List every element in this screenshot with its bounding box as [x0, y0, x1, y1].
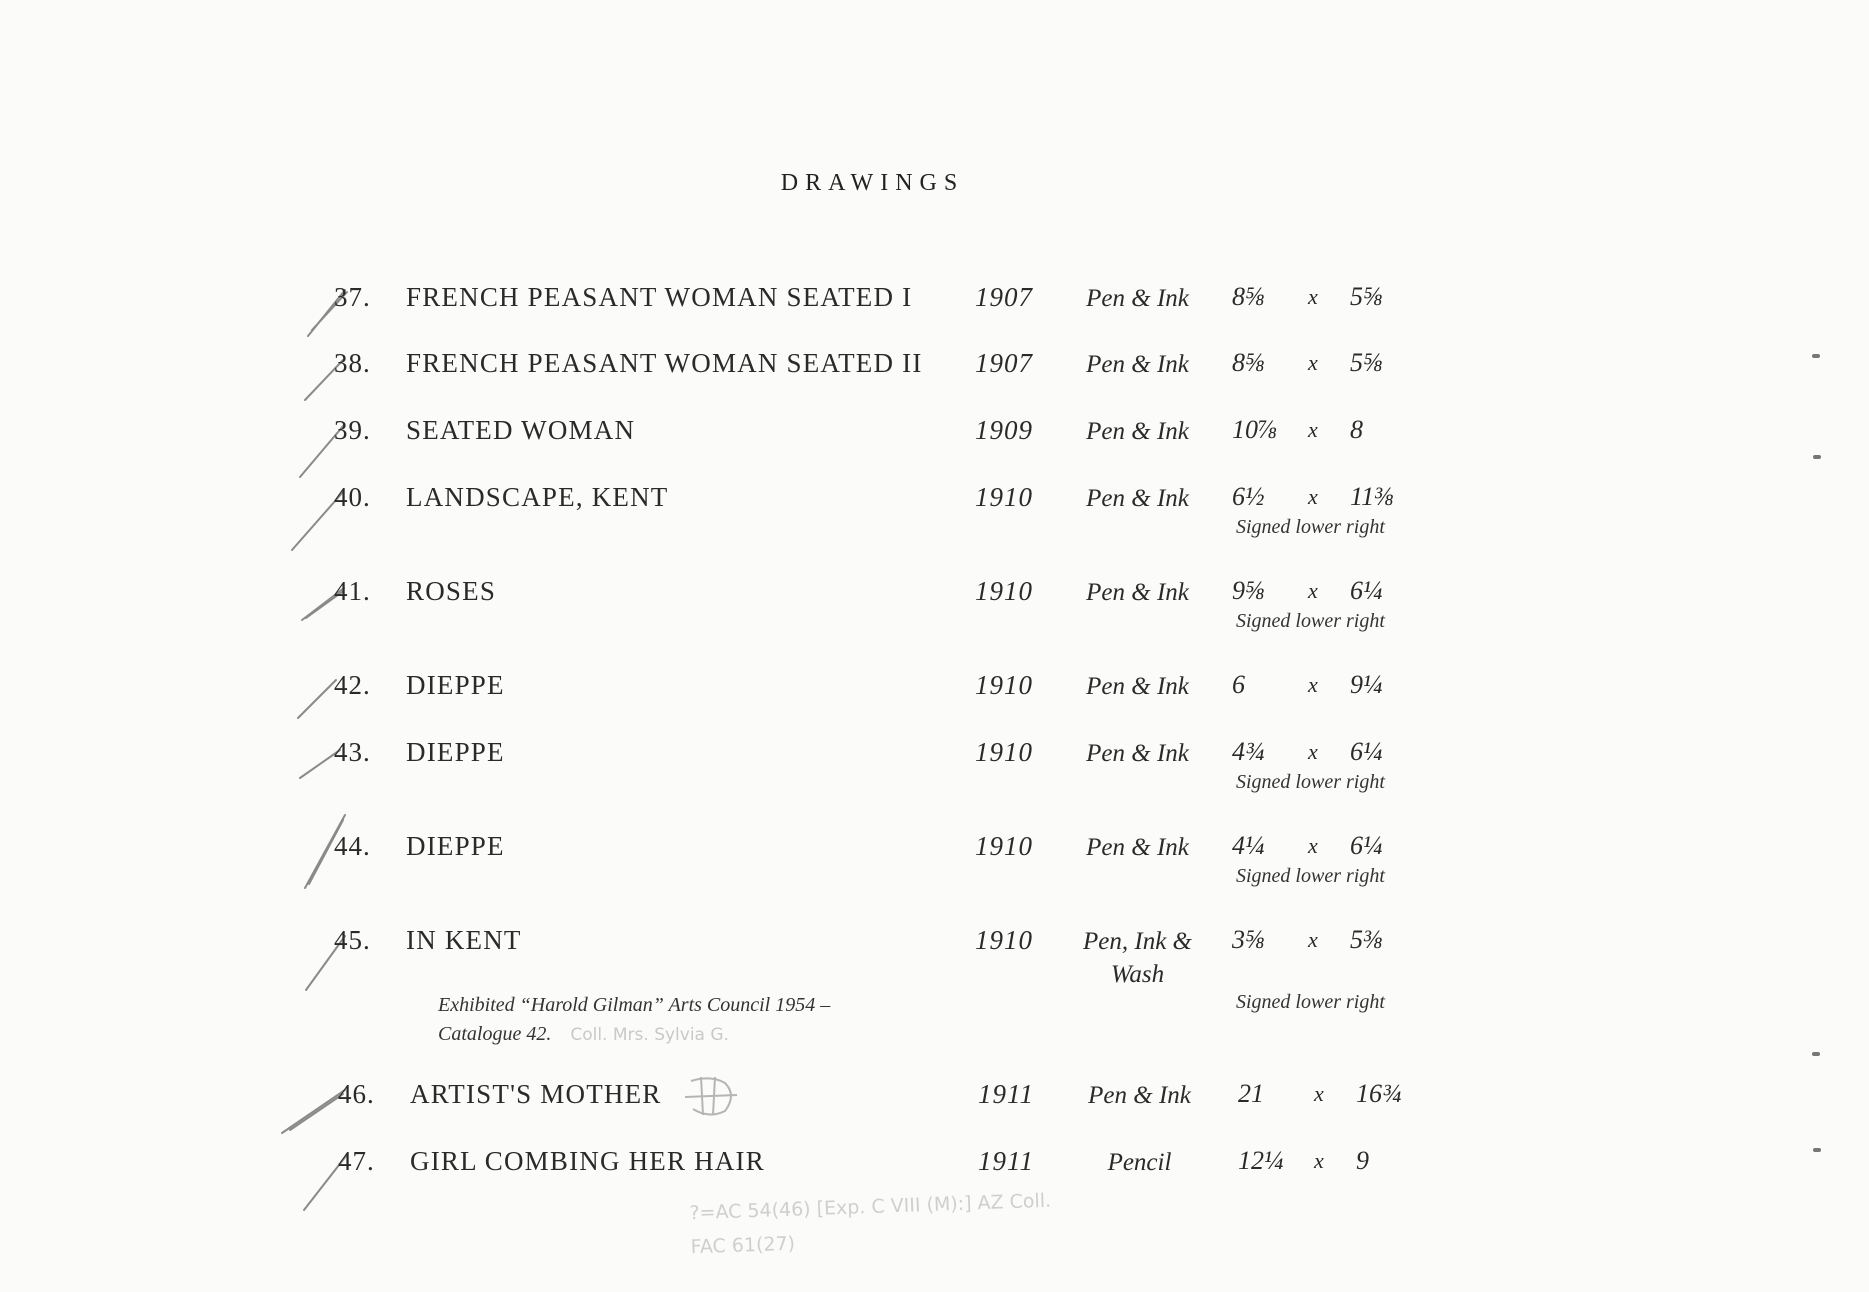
dimension-separator: x [1308, 672, 1318, 697]
entry-dimensions [1232, 482, 1412, 516]
catalogue-entry [0, 348, 1869, 388]
exhibition-note-line1: Exhibited “Harold Gilman” Arts Council 1954 – [438, 994, 831, 1016]
entry-title: IN KENT [406, 925, 522, 955]
entry-number: 39. [334, 415, 371, 445]
entry-number: 44. [334, 831, 371, 861]
dimension-separator: x [1308, 284, 1318, 309]
entry-title: LANDSCAPE, KENT [406, 482, 669, 512]
catalogue-entry [0, 1146, 1869, 1186]
entry-number: 37. [334, 282, 371, 312]
entry-year: 1910 [975, 576, 1033, 606]
dimension-width: 8⅝ [1232, 348, 1265, 377]
entry-medium: Pen & Ink [1086, 351, 1189, 378]
entry-dimensions [1232, 348, 1412, 382]
entry-medium: Pen & Ink [1086, 834, 1189, 861]
entry-number: 45. [334, 925, 371, 955]
signature-note: Signed lower right [1236, 516, 1385, 538]
dimension-separator: x [1308, 833, 1318, 858]
pencil-annotations [689, 1184, 1053, 1265]
exhibition-note-line2-wrap [438, 1020, 830, 1050]
dimension-separator: x [1308, 578, 1318, 603]
entry-year: 1910 [975, 670, 1033, 700]
catalogue-entry [0, 831, 1869, 887]
entry-title: DIEPPE [406, 831, 505, 861]
pencil-annotation-line1: ?=AC 54(46) [Exp. C VIII (M):] AZ Coll. [689, 1189, 1052, 1225]
entry-dimensions [1232, 576, 1412, 610]
entry-title: SEATED WOMAN [406, 415, 636, 445]
signature-note: Signed lower right [1236, 865, 1385, 887]
dimension-width: 6½ [1232, 482, 1265, 511]
entry-year: 1910 [975, 831, 1033, 861]
entry-title: ROSES [406, 576, 497, 606]
entry-year: 1910 [975, 737, 1033, 767]
dimension-width: 12¼ [1238, 1146, 1284, 1175]
entry-medium: Pen & Ink [1086, 579, 1189, 606]
catalogue-entry [0, 415, 1869, 455]
edge-mark [1812, 1052, 1820, 1056]
entry-medium: Pen & Ink [1086, 673, 1189, 700]
entry-medium: Pen & Ink [1086, 418, 1189, 445]
entry-medium: Pen & Ink [1088, 1082, 1191, 1109]
pencil-collection-note: Coll. Mrs. Sylvia G. [570, 1025, 729, 1045]
exhibition-note [438, 991, 830, 1050]
entry-medium: Pen, Ink & Wash [1083, 928, 1192, 988]
catalogue-entry [0, 737, 1869, 793]
entry-medium: Pen & Ink [1086, 485, 1189, 512]
exhibition-note-line2: Catalogue 42. [438, 1023, 552, 1045]
entry-dimensions [1238, 1146, 1418, 1180]
dimension-height: 16¾ [1356, 1079, 1402, 1108]
entry-dimensions [1232, 415, 1412, 449]
entry-dimensions [1232, 737, 1412, 771]
entry-title: FRENCH PEASANT WOMAN SEATED II [406, 348, 923, 378]
dimension-width: 3⅝ [1232, 925, 1265, 954]
entry-number: 47. [338, 1146, 375, 1176]
entry-title: DIEPPE [406, 737, 505, 767]
entry-medium: Pen & Ink [1086, 285, 1189, 312]
dimension-width: 4¼ [1232, 831, 1265, 860]
dimension-width: 6 [1232, 670, 1245, 699]
entry-year: 1910 [975, 925, 1033, 955]
dimension-height: 5⅜ [1350, 925, 1383, 954]
entry-year: 1911 [978, 1079, 1034, 1109]
catalogue-entry [0, 670, 1869, 710]
entry-number: 41. [334, 576, 371, 606]
signature-note: Signed lower right [1236, 991, 1385, 1013]
entry-medium: Pencil [1107, 1149, 1172, 1176]
dimension-separator: x [1308, 927, 1318, 952]
dimension-width: 4¾ [1232, 737, 1265, 766]
entry-year: 1909 [975, 415, 1033, 445]
dimension-height: 6¼ [1350, 576, 1383, 605]
dimension-height: 9¼ [1350, 670, 1383, 699]
dimension-height: 8 [1350, 415, 1363, 444]
pencil-annotation-line2: FAC 61(27) [690, 1232, 796, 1259]
catalogue-entry [0, 576, 1869, 632]
entry-dimensions [1232, 925, 1412, 959]
catalogue-entry [0, 282, 1869, 322]
dimension-height: 9 [1356, 1146, 1369, 1175]
entry-title: FRENCH PEASANT WOMAN SEATED I [406, 282, 913, 312]
edge-mark [1813, 455, 1821, 459]
dimension-separator: x [1308, 484, 1318, 509]
dimension-height: 6¼ [1350, 737, 1383, 766]
entry-title: DIEPPE [406, 670, 505, 700]
dimension-separator: x [1308, 350, 1318, 375]
dimension-height: 5⅝ [1350, 282, 1383, 311]
dimension-width: 9⅝ [1232, 576, 1265, 605]
dimension-height: 5⅝ [1350, 348, 1383, 377]
catalogue-entry [0, 482, 1869, 538]
entry-medium: Pen & Ink [1086, 740, 1189, 767]
entry-dimensions [1232, 831, 1412, 865]
dimension-separator: x [1314, 1148, 1324, 1173]
pencil-stamp-mark [681, 1073, 741, 1119]
page-title: DRAWINGS [780, 170, 965, 196]
entry-number: 40. [334, 482, 371, 512]
entry-number: 46. [338, 1079, 375, 1109]
entry-year: 1907 [975, 282, 1033, 312]
dimension-width: 8⅝ [1232, 282, 1265, 311]
signature-note: Signed lower right [1236, 771, 1385, 793]
entry-dimensions [1232, 670, 1412, 704]
signature-note: Signed lower right [1236, 610, 1385, 632]
entry-dimensions [1238, 1079, 1418, 1113]
entry-number: 38. [334, 348, 371, 378]
entry-year: 1910 [975, 482, 1033, 512]
entry-year: 1907 [975, 348, 1033, 378]
catalogue-entry [0, 1079, 1869, 1119]
entry-title: ARTIST'S MOTHER [410, 1079, 662, 1109]
dimension-separator: x [1314, 1081, 1324, 1106]
dimension-width: 10⅞ [1232, 415, 1278, 444]
dimension-height: 6¼ [1350, 831, 1383, 860]
dimension-height: 11⅜ [1350, 482, 1394, 511]
entry-number: 43. [334, 737, 371, 767]
entry-number: 42. [334, 670, 371, 700]
dimension-width: 21 [1238, 1079, 1264, 1108]
entry-dimensions [1232, 282, 1412, 316]
dimension-separator: x [1308, 739, 1318, 764]
entry-year: 1911 [978, 1146, 1034, 1176]
dimension-separator: x [1308, 417, 1318, 442]
entry-title: GIRL COMBING HER HAIR [410, 1146, 765, 1176]
